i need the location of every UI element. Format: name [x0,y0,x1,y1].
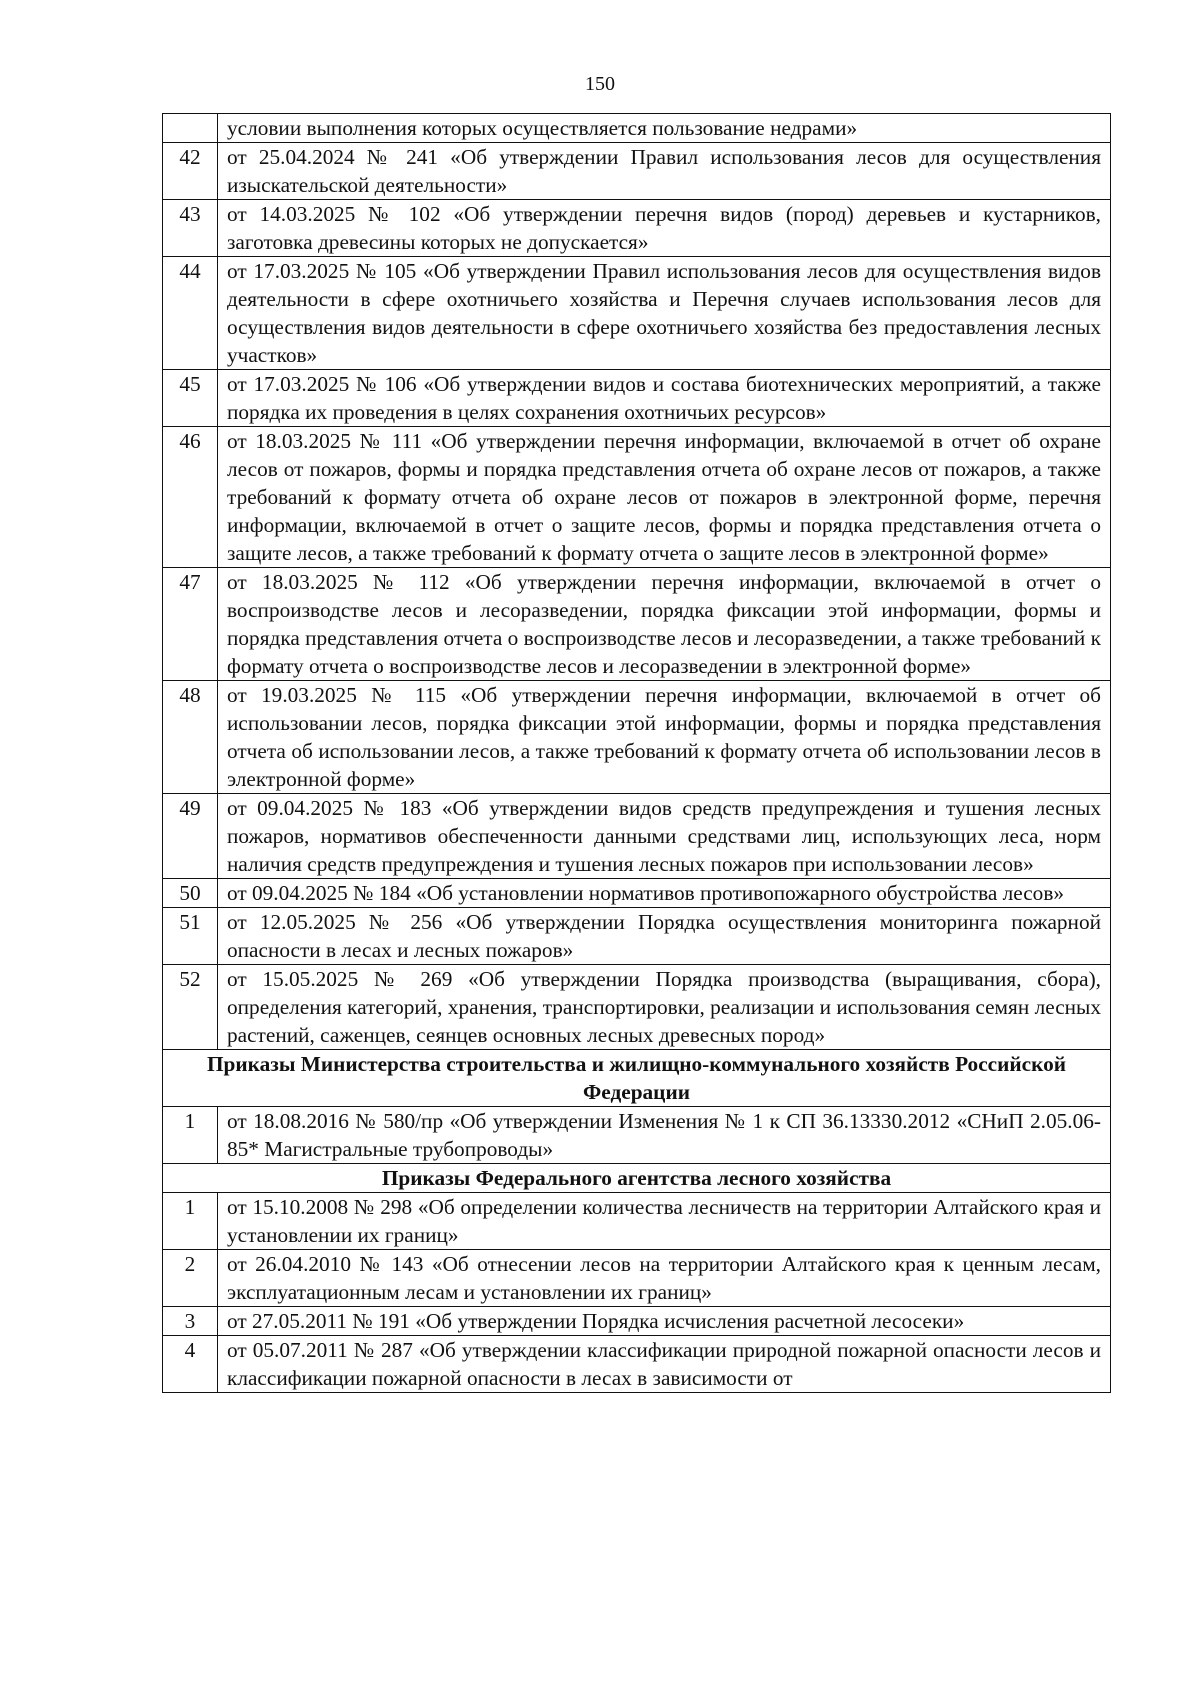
regulation-text: от 17.03.2025 № 105 «Об утверждении Правил использования лесов для осуществления видов деятельности в сфере охотничьего хозяйства и Перечня случаев использования лесов для осуществления видов деятельности в сфере охотничьего хозяйства без предоставления лесных участков» [218,257,1111,370]
regulation-text: от 27.05.2011 № 191 «Об утверждении Порядка исчисления расчетной лесосеки» [218,1307,1111,1336]
table-row [163,1336,1111,1393]
regulation-text: от 09.04.2025 № 183 «Об утверждении видов средств предупреждения и тушения лесных пожаров, нормативов обеспеченности данными средствами лиц, использующих леса, норм наличия средств предупреждения и тушения лесных пожаров при использовании лесов» [218,794,1111,879]
regulation-text: от 15.05.2025 № 269 «Об утверждении Порядка производства (выращивания, сбора), определения категорий, хранения, транспортировки, реализации и использования семян лесных растений, саженцев, сеянцев основных лесных древесных пород» [218,965,1111,1050]
table-row [163,908,1111,965]
regulation-text: от 26.04.2010 № 143 «Об отнесении лесов на территории Алтайского края к ценным лесам, эксплуатационным лесам и установлении их границ» [218,1250,1111,1307]
row-number: 46 [163,427,218,568]
row-number: 43 [163,200,218,257]
table-row [163,1250,1111,1307]
regulation-text: от 25.04.2024 № 241 «Об утверждении Правил использования лесов для осуществления изыскательской деятельности» [218,143,1111,200]
table-row [163,794,1111,879]
row-number: 1 [163,1107,218,1164]
row-number [163,114,218,143]
table-row [163,427,1111,568]
row-number: 51 [163,908,218,965]
regulation-text: от 09.04.2025 № 184 «Об установлении нормативов противопожарного обустройства лесов» [218,879,1111,908]
row-number: 52 [163,965,218,1050]
row-number: 1 [163,1193,218,1250]
regulation-text: от 18.03.2025 № 111 «Об утверждении перечня информации, включаемой в отчет об охране лесов от пожаров, формы и порядка представления отчета об охране лесов от пожаров, а также требований к формату отчета об охране лесов от пожаров в электронной форме, перечня информации, включаемой в отчет о защите лесов, формы и порядка представления отчета о защите лесов, а также требований к формату отчета о защите лесов в электронной форме» [218,427,1111,568]
regulations-table-body [163,114,1111,1393]
regulation-text: от 12.05.2025 № 256 «Об утверждении Порядка осуществления мониторинга пожарной опасности в лесах и лесных пожаров» [218,908,1111,965]
table-row [163,200,1111,257]
row-number: 45 [163,370,218,427]
regulation-text: от 17.03.2025 № 106 «Об утверждении видов и состава биотехнических мероприятий, а также порядка их проведения в целях сохранения охотничьих ресурсов» [218,370,1111,427]
row-number: 4 [163,1336,218,1393]
row-number: 50 [163,879,218,908]
row-number: 44 [163,257,218,370]
table-row [163,965,1111,1050]
table-row [163,568,1111,681]
table-row [163,879,1111,908]
regulation-text: от 15.10.2008 № 298 «Об определении количества лесничеств на территории Алтайского края и установлении их границ» [218,1193,1111,1250]
table-row [163,370,1111,427]
regulation-text: от 18.03.2025 № 112 «Об утверждении перечня информации, включаемой в отчет о воспроизводстве лесов и лесоразведении, порядка фиксации этой информации, формы и порядка представления отчета о воспроизводстве лесов и лесоразведении, а также требований к формату отчета о воспроизводстве лесов и лесоразведении в электронной форме» [218,568,1111,681]
row-number: 2 [163,1250,218,1307]
table-row [163,1193,1111,1250]
regulation-text: от 18.08.2016 № 580/пр «Об утверждении Изменения № 1 к СП 36.13330.2012 «СНиП 2.05.06-85* Магистральные трубопроводы» [218,1107,1111,1164]
section-header: Приказы Федерального агентства лесного хозяйства [163,1164,1111,1193]
regulations-table [162,113,1111,1393]
table-row [163,1107,1111,1164]
section-header-row [163,1050,1111,1107]
section-header-row [163,1164,1111,1193]
table-row [163,1307,1111,1336]
regulation-text: условии выполнения которых осуществляется пользование недрами» [218,114,1111,143]
row-number: 47 [163,568,218,681]
row-number: 3 [163,1307,218,1336]
regulation-text: от 19.03.2025 № 115 «Об утверждении перечня информации, включаемой в отчет об использовании лесов, порядка фиксации этой информации, формы и порядка представления отчета об использовании лесов, а также требований к формату отчета об использовании лесов в электронной форме» [218,681,1111,794]
row-number: 42 [163,143,218,200]
page-number: 150 [585,73,615,95]
table-row [163,257,1111,370]
section-header: Приказы Министерства строительства и жилищно-коммунального хозяйств Российской Федерации [163,1050,1111,1107]
table-row [163,143,1111,200]
regulation-text: от 05.07.2011 № 287 «Об утверждении классификации природной пожарной опасности лесов и классификации пожарной опасности в лесах в зависимости от [218,1336,1111,1393]
row-number: 48 [163,681,218,794]
table-row [163,681,1111,794]
regulation-text: от 14.03.2025 № 102 «Об утверждении перечня видов (пород) деревьев и кустарников, заготовка древесины которых не допускается» [218,200,1111,257]
table-row [163,114,1111,143]
row-number: 49 [163,794,218,879]
